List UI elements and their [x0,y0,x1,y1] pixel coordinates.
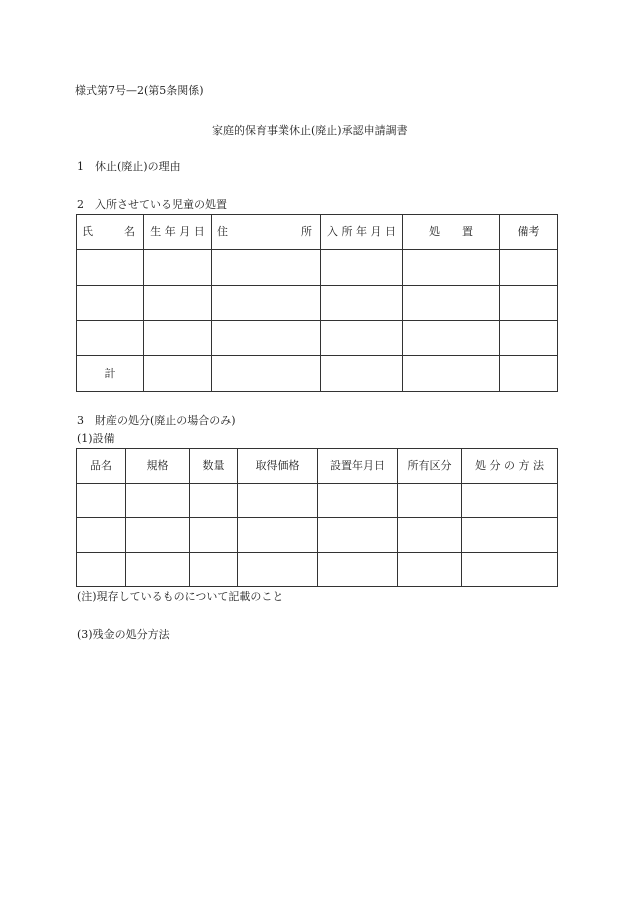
section2-heading: 2 入所させている児童の処置 [77,198,227,211]
table-cell[interactable] [318,553,398,587]
header-disposal-method: 処 分 の 方 法 [462,449,558,484]
section3-sub1: (1)設備 [77,432,115,445]
equipment-note: (注)現存しているものについて記載のこと [77,590,284,603]
section3-sub3: (3)残金の処分方法 [77,628,170,641]
table-row [77,518,558,553]
table-cell[interactable] [77,518,126,553]
header-birthdate: 生 年 月 日 [144,215,212,250]
document-title: 家庭的保育事業休止(廃止)承認申請調書 [212,124,408,137]
table-cell[interactable] [403,250,500,286]
table-cell[interactable] [462,553,558,587]
table-cell[interactable] [126,553,190,587]
header-spec: 規格 [126,449,190,484]
table-cell[interactable] [321,321,403,356]
table-cell[interactable] [190,518,238,553]
table-cell[interactable] [212,356,321,392]
header-row [77,215,558,250]
table-cell[interactable] [403,321,500,356]
table-row [77,250,558,286]
table-cell[interactable] [126,484,190,518]
table-cell[interactable] [403,286,500,321]
table-cell[interactable] [144,321,212,356]
table-cell[interactable] [77,321,144,356]
table-cell[interactable] [462,518,558,553]
table-row [77,553,558,587]
table-cell[interactable] [403,356,500,392]
table-cell[interactable] [321,250,403,286]
table-cell[interactable] [321,286,403,321]
table-cell[interactable] [462,484,558,518]
header-admission-date: 入 所 年 月 日 [321,215,403,250]
table-cell[interactable] [318,518,398,553]
table-row [77,286,558,321]
table-cell[interactable] [500,356,558,392]
table-cell[interactable] [144,356,212,392]
equipment-table [76,448,558,587]
table-cell[interactable] [500,286,558,321]
table-cell[interactable] [238,518,318,553]
header-address: 住 所 [212,215,321,250]
table-cell[interactable] [77,553,126,587]
header-ownership: 所有区分 [398,449,462,484]
header-acquisition-price: 取得価格 [238,449,318,484]
table-cell[interactable] [321,356,403,392]
table-cell[interactable] [77,484,126,518]
header-installation-date: 設置年月日 [318,449,398,484]
table-cell[interactable] [398,553,462,587]
header-name: 氏 名 [77,215,144,250]
table-cell[interactable] [318,484,398,518]
table-cell[interactable] [212,250,321,286]
table-cell[interactable] [190,553,238,587]
table-cell[interactable] [77,250,144,286]
table-cell[interactable] [238,553,318,587]
table-cell[interactable] [212,321,321,356]
total-label: 計 [77,356,144,392]
table-row [77,321,558,356]
section3-heading: 3 財産の処分(廃止の場合のみ) [77,414,236,427]
section1-heading: 1 休止(廃止)の理由 [77,160,181,173]
table-cell[interactable] [77,286,144,321]
table-cell[interactable] [144,286,212,321]
header-remarks: 備考 [500,215,558,250]
table-cell[interactable] [190,484,238,518]
table-cell[interactable] [500,250,558,286]
header-disposal: 処 置 [403,215,500,250]
children-disposal-table [76,214,558,392]
table-cell[interactable] [500,321,558,356]
header-item-name: 品名 [77,449,126,484]
table-cell[interactable] [212,286,321,321]
header-row [77,449,558,484]
form-number: 様式第7号—2(第5条関係) [75,84,204,97]
table-cell[interactable] [126,518,190,553]
total-row [77,356,558,392]
table-cell[interactable] [398,484,462,518]
table-cell[interactable] [398,518,462,553]
header-quantity: 数量 [190,449,238,484]
table-cell[interactable] [144,250,212,286]
table-row [77,484,558,518]
table-cell[interactable] [238,484,318,518]
